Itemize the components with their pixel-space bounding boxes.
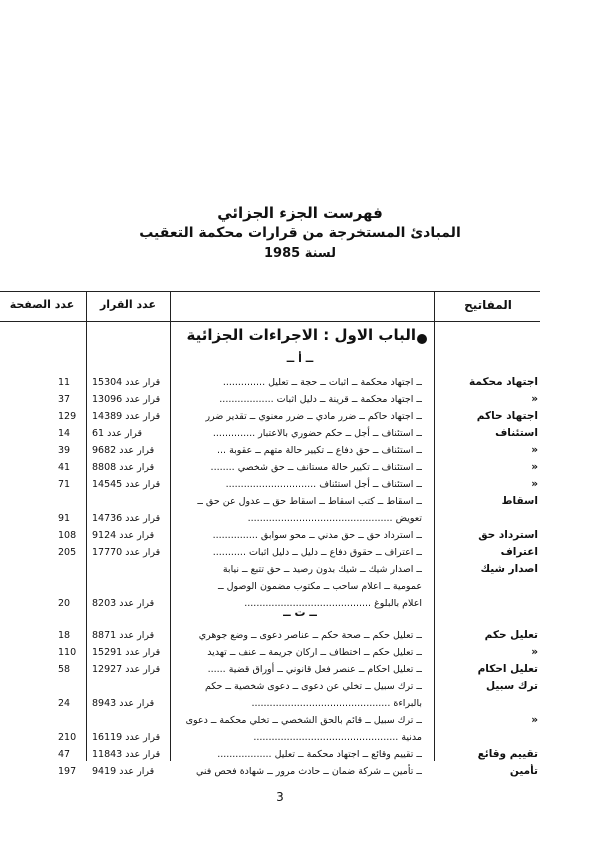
index-description: مدنية ................................................ <box>253 732 422 743</box>
doc-year: لسنة 1985 <box>263 246 336 261</box>
index-key: اجتهاد حاكم <box>476 410 538 422</box>
decision-number: قرار عدد 12927 <box>92 664 161 675</box>
index-row <box>0 628 600 643</box>
index-row <box>0 477 600 492</box>
index-row <box>0 747 600 762</box>
index-key: اسقاط <box>501 495 538 507</box>
decision-number: قرار عدد 9124 <box>92 530 155 541</box>
page-number-cell: 110 <box>58 647 77 658</box>
index-description: ــ استئناف ــ أجل استئناف .............................. <box>225 479 422 490</box>
index-row <box>0 443 600 458</box>
index-description: ــ تعليل حكم ــ صحة حكم ــ عناصر دعوى ــ وضع جوهري <box>198 630 422 641</box>
index-key: استرداد حق <box>478 529 538 541</box>
index-row <box>0 679 600 694</box>
index-key: استئناف <box>495 427 538 439</box>
doc-subtitle: المبادئ المستخرجة من قرارات محكمة التعقيب <box>139 225 461 241</box>
decision-number: قرار عدد 14545 <box>92 479 161 490</box>
index-description: ــ اصدار شيك ــ شيك بدون رصيد ــ حق تتبع ــ نيابة <box>222 564 422 575</box>
index-row <box>0 596 600 611</box>
index-description: ــ تعليل حكم ــ اختطاف ــ اركان جريمة ــ عنف ــ تهديد <box>207 647 422 658</box>
index-description: ــ اجتهاد محكمة ــ قرينة ــ دليل اثبات .................. <box>219 394 422 405</box>
decision-number: قرار عدد 17770 <box>92 547 161 558</box>
index-description: ــ تعليل احكام ــ عنصر فعل قانوني ــ أوراق قضية ...... <box>207 664 422 675</box>
chapter-bullet <box>417 334 427 344</box>
index-row <box>0 662 600 677</box>
page-number-cell: 210 <box>58 732 77 743</box>
page-number-cell: 205 <box>58 547 77 558</box>
decision-number: قرار عدد 9419 <box>92 766 155 777</box>
page-number-cell: 11 <box>58 377 71 388</box>
index-row <box>0 579 600 594</box>
section-letter-alif: ــ أ ــ <box>286 352 314 365</box>
page-number-cell: 47 <box>58 749 71 760</box>
decision-number: قرار عدد 61 <box>92 428 143 439</box>
index-key: تعليل حكم <box>484 629 538 641</box>
index-row <box>0 392 600 407</box>
page-number-cell: 58 <box>58 664 71 675</box>
index-row <box>0 545 600 560</box>
section-letter-ta: ــ ت ــ <box>283 606 317 619</box>
page-number-cell: 129 <box>58 411 77 422</box>
index-key: اجتهاد محكمة <box>469 376 538 388</box>
decision-number: قرار عدد 15291 <box>92 647 161 658</box>
index-row <box>0 494 600 509</box>
decision-number: قرار عدد 14736 <box>92 513 161 524</box>
index-key: « <box>531 714 538 726</box>
index-description: ــ استئناف ــ أجل ــ حكم حضوري بالاعتبار .............. <box>212 428 422 439</box>
index-description: ــ تقييم وقائع ــ اجتهاد محكمة ــ تعليل .................. <box>217 749 422 760</box>
index-description: ــ استرداد حق ــ حق مدني ــ محو سوابق ............... <box>212 530 422 541</box>
index-key: « <box>531 393 538 405</box>
index-description: ــ اعتراف ــ حقوق دفاع ــ دليل ــ دليل اثبات ........... <box>212 547 422 558</box>
decision-number: قرار عدد 15304 <box>92 377 161 388</box>
index-row <box>0 511 600 526</box>
index-key: اعتراف <box>500 546 538 558</box>
index-row <box>0 409 600 424</box>
index-description: تعويض ................................................ <box>247 513 422 524</box>
page-number-cell: 91 <box>58 513 71 524</box>
index-key: تقييم وقائع <box>477 748 538 760</box>
index-description: ــ اجتهاد حاكم ــ ضرر مادي ــ ضرر معنوي ــ تقدير ضرر <box>205 411 422 422</box>
decision-number: قرار عدد 8808 <box>92 462 155 473</box>
index-row <box>0 713 600 728</box>
index-row <box>0 426 600 441</box>
index-description: ــ ترك سبيل ــ قائم بالحق الشخصي ــ تخلي محكمة ــ دعوى <box>185 715 422 726</box>
index-key: ترك سبيل <box>485 680 538 692</box>
page-number-cell: 18 <box>58 630 71 641</box>
doc-title: فهرست الجزء الجزائي <box>217 204 383 222</box>
index-description: ــ استئناف ــ حق دفاع ــ تكيير حالة متهم ــ عقوبة ... <box>216 445 422 456</box>
index-key: « <box>531 444 538 456</box>
decision-number: قرار عدد 13096 <box>92 394 161 405</box>
page-number-cell: 197 <box>58 766 77 777</box>
index-key: تأمين <box>509 765 538 777</box>
header-page: عدد الصفحة <box>9 298 75 311</box>
index-key: تعليل احكام <box>477 663 538 675</box>
index-row <box>0 764 600 779</box>
index-row <box>0 460 600 475</box>
page-number-cell: 41 <box>58 462 71 473</box>
index-row <box>0 730 600 745</box>
index-row <box>0 645 600 660</box>
index-description: ــ ترك سبيل ــ تخلي عن دعوى ــ دعوى شخصية ــ حكم <box>204 681 422 692</box>
decision-number: قرار عدد 8203 <box>92 598 155 609</box>
index-row <box>0 562 600 577</box>
index-description: ــ اجتهاد محكمة ــ اثبات ــ حجة ــ تعليل .............. <box>222 377 422 388</box>
table-header-rule <box>0 321 540 322</box>
page-number-cell: 20 <box>58 598 71 609</box>
page-number-cell: 14 <box>58 428 71 439</box>
decision-number: قرار عدد 14389 <box>92 411 161 422</box>
page-number-cell: 108 <box>58 530 77 541</box>
index-row <box>0 696 600 711</box>
index-key: « <box>531 461 538 473</box>
decision-number: قرار عدد 8871 <box>92 630 155 641</box>
decision-number: قرار عدد 11843 <box>92 749 161 760</box>
chapter-heading: الباب الاول : الاجراءات الجزائية <box>186 326 416 344</box>
page-number-cell: 24 <box>58 698 71 709</box>
page-number-cell: 71 <box>58 479 71 490</box>
index-description: ــ استئناف ــ تكيير حالة مستانف ــ حق شخصي ........ <box>210 462 422 473</box>
page-number-cell: 37 <box>58 394 71 405</box>
decision-number: قرار عدد 8943 <box>92 698 155 709</box>
index-description: بالبراءة .............................................. <box>251 698 422 709</box>
page-number-cell: 39 <box>58 445 71 456</box>
decision-number: قرار عدد 9682 <box>92 445 155 456</box>
index-key: « <box>531 646 538 658</box>
header-keys: المفاتيح <box>464 298 512 312</box>
index-description: اعلام بالبلوغ .......................................... <box>244 598 422 609</box>
index-description: ــ اسقاط ــ كتب اسقاط ــ اسقاط حق ــ عدول عن حق ــ <box>197 496 422 507</box>
page-number: 3 <box>276 790 284 804</box>
index-row <box>0 528 600 543</box>
header-decision: عدد القرار <box>99 298 157 311</box>
decision-number: قرار عدد 16119 <box>92 732 161 743</box>
index-key: « <box>531 478 538 490</box>
index-description: عمومية ــ اعلام ساحب ــ مكتوب مضمون الوصول ــ <box>218 581 422 592</box>
index-row <box>0 375 600 390</box>
index-key: اصدار شيك <box>480 563 538 575</box>
table-top-rule <box>0 291 540 292</box>
index-description: ــ تأمين ــ شركة ضمان ــ حادث مرور ــ شهادة فحص فني <box>196 766 422 777</box>
